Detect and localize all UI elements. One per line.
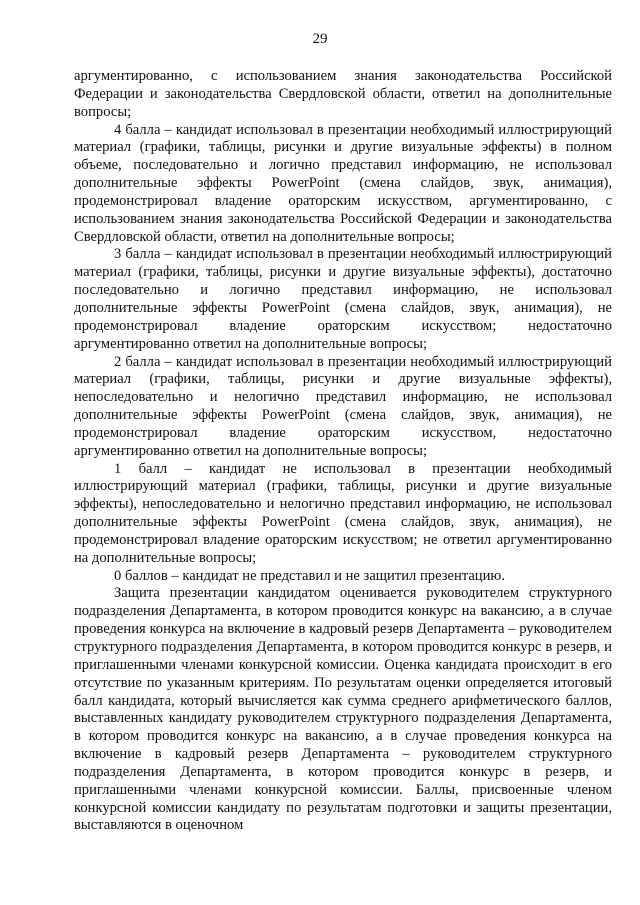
paragraph-score-0: 0 баллов – кандидат не представил и не защитил презентацию. [114, 567, 505, 584]
paragraph-score-3: 3 балла – кандидат использовал в презентации необходимый иллюстрирующий материал (графики, таблицы, рисунки и другие визуальные эффекты), достаточно последовательно и логично представил информацию, не использовал дополнительные эффекты PowerPoint (смена слайдов, звук, анимация), не продемонстрировал владение ораторским искусством; недостаточно аргументированно ответил на дополнительные вопросы; [74, 246, 612, 352]
document-body [74, 68, 612, 835]
paragraph-continuation: аргументированно, с использованием знания законодательства Российской Федерации и законодательства Свердловской области, ответил на дополнительные вопросы; [74, 68, 612, 120]
paragraph-defense-evaluation: Защита презентации кандидатом оценивается руководителем структурного подразделения Департамента, в котором проводится конкурс на вакансию, а в случае проведения конкурса на включение в кадровый резерв Департамента – руководителем структурного подразделения Департамента, в котором проводится конкурс в резерв, и приглашенными членами конкурсной комиссии. Оценка кандидата происходит в его отсутствие по указанным критериям. По результатам оценки определяется итоговый балл кандидата, который вычисляется как сумма среднего арифметического баллов, выставленных кандидату руководителем структурного подразделения Департамента, в котором проводится конкурс на вакансию, а в случае проведения конкурса на включение в кадровый резерв Департамента – руководителем структурного подразделения Департамента, в котором проводится конкурс в резерв, и приглашенными членами конкурсной комиссии. Баллы, присвоенные членом конкурсной комиссии кандидату по результатам подготовки и защиты презентации, выставляются в оценочном [74, 585, 612, 834]
page-number: 29 [312, 31, 328, 47]
paragraph-score-1: 1 балл – кандидат не использовал в презентации необходимый иллюстрирующий материал (графики, таблицы, рисунки и другие визуальные эффекты), непоследовательно и нелогично представил информацию, не использовал дополнительные эффекты PowerPoint (смена слайдов, звук, анимация), не продемонстрировал владение ораторским искусством; не ответил аргументированно на дополнительные вопросы; [74, 460, 612, 566]
paragraph-score-2: 2 балла – кандидат использовал в презентации необходимый иллюстрирующий материал (графики, таблицы, рисунки и другие визуальные эффекты), непоследовательно и нелогично представил информацию, не использовал дополнительные эффекты PowerPoint (смена слайдов, звук, анимация), не продемонстрировал владение ораторским искусством, недостаточно аргументированно ответил на дополнительные вопросы; [74, 353, 612, 459]
paragraph-score-4: 4 балла – кандидат использовал в презентации необходимый иллюстрирующий материал (графики, таблицы, рисунки и другие визуальные эффекты) в полном объеме, последовательно и логично представил информацию, не использовал дополнительные эффекты PowerPoint (смена слайдов, звук, анимация), продемонстрировал владение ораторским искусством, аргументированно, с использованием знания законодательства Российской Федерации и законодательства Свердловской области, ответил на дополнительные вопросы; [74, 121, 612, 245]
